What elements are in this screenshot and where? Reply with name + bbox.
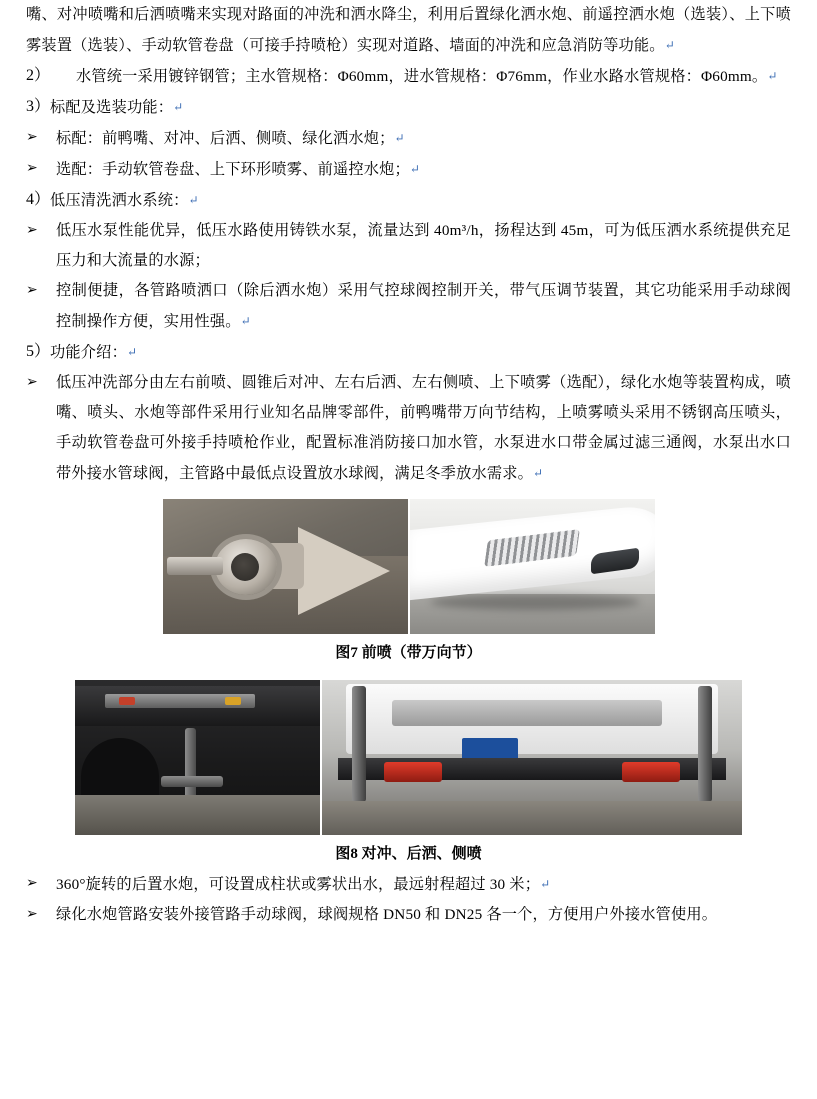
list-item-content <box>76 61 791 92</box>
paragraph-mark-icon: ↵ <box>126 345 138 359</box>
paragraph-mark-icon: ↵ <box>394 131 405 145</box>
paragraph-mark-icon: ↵ <box>173 100 184 114</box>
paragraph-mark-icon: ↵ <box>188 193 199 207</box>
figure-7-image-right <box>410 499 655 634</box>
photo-ground <box>322 801 742 835</box>
paragraph-text: 低压水泵性能优异，低压水路使用铸铁水泵，流量达到 40m³/h，扬程达到 45m，可为低压洒水系统提供充足压力和大流量的水源； <box>56 222 791 269</box>
mount-bracket-shape <box>167 557 223 575</box>
list-marker: 3） <box>26 98 51 115</box>
list-item-4 <box>26 185 791 216</box>
paragraph-mark-icon: ↵ <box>540 877 551 891</box>
list-item-content <box>50 337 791 368</box>
bullet-content <box>56 154 791 185</box>
photo-ground <box>75 795 320 835</box>
water-pipe-vertical-shape <box>185 728 196 800</box>
figure-7-images <box>26 499 791 634</box>
figure-8 <box>26 680 791 869</box>
figure-8-image-left <box>75 680 320 835</box>
bullet-item-standard-config <box>26 123 791 154</box>
paragraph-intro-continued <box>26 0 791 61</box>
reflector-red-shape <box>119 697 135 705</box>
bullet-item-low-pressure-pump <box>26 216 791 276</box>
bullet-content <box>56 900 791 930</box>
wheel-well-shape <box>81 738 159 800</box>
bullet-content <box>56 216 791 276</box>
bullet-marker-icon: ➢ <box>26 876 38 891</box>
figure-8-image-right <box>322 680 742 835</box>
paragraph-text: 控制便捷，各管路喷洒口（除后洒水炮）采用气控球阀控制开关，带气压调节装置，其它功能采用手动球阀控制操作方便，实用性强。 <box>56 282 791 330</box>
paragraph-text: 标配：前鸭嘴、对冲、后洒、侧喷、绿化洒水炮； <box>56 130 395 147</box>
tail-lamp-left-shape <box>384 762 442 782</box>
bullet-content <box>56 123 791 154</box>
bullet-content <box>56 368 791 489</box>
water-pipe-horizontal-shape <box>161 776 223 787</box>
bullet-marker-icon: ➢ <box>26 907 38 922</box>
paragraph-mark-icon: ↵ <box>240 314 251 328</box>
paragraph-text: 绿化水炮管路安装外接管路手动球阀，球阀规格 DN50 和 DN25 各一个，方便用户外接水管使用。 <box>56 906 718 923</box>
tail-lamp-right-shape <box>622 762 680 782</box>
bullet-item-ball-valve <box>26 900 791 930</box>
figure-7-image-left <box>163 499 408 634</box>
paragraph-text: 功能介绍： <box>50 344 127 361</box>
side-spray-pipe-left-shape <box>352 686 366 802</box>
paragraph-text: 低压冲洗部分由左右前喷、圆锥后对冲、左右后洒、左右侧喷、上下喷雾（选配），绿化水炮等装置构成，喷嘴、喷头、水炮等部件采用行业知名品牌零部件，前鸭嘴带万向节结构，上喷雾喷头采用不锈钢高压喷头，手动软管卷盘可外接手持喷枪作业，配置标准消防接口加水管，水泵进水口带金属过滤三通阀，水泵出水口带外接水管球阀，主管路中最低点设置放水球阀，满足冬季放水需求。 <box>56 374 791 482</box>
list-item-2 <box>26 61 791 92</box>
bullet-content <box>56 276 791 337</box>
paragraph-text: 标配及选装功能： <box>50 99 174 116</box>
list-item-5 <box>26 337 791 368</box>
paragraph-text: 水管统一采用镀锌钢管；主水管规格：Φ60mm，进水管规格：Φ76mm，作业水路水管规格：Φ60mm。 <box>76 68 768 85</box>
bullet-marker-icon: ➢ <box>26 223 38 238</box>
bullet-marker-icon: ➢ <box>26 161 38 176</box>
list-item-3 <box>26 92 791 123</box>
nozzle-cone-shape <box>298 527 390 615</box>
paragraph-mark-icon: ↵ <box>533 466 544 480</box>
paragraph-text: 360°旋转的后置水炮，可设置成柱状或雾状出水，最远射程超过 30 米； <box>56 876 541 893</box>
bullet-item-control <box>26 276 791 337</box>
bullet-marker-icon: ➢ <box>26 130 38 145</box>
paragraph-text: 低压清洗洒水系统： <box>50 192 189 209</box>
photo-shadow <box>430 594 640 610</box>
list-marker: 2） <box>26 67 51 84</box>
universal-joint-shape <box>215 539 277 595</box>
bullet-marker-icon: ➢ <box>26 283 38 298</box>
paragraph-mark-icon: ↵ <box>767 69 778 83</box>
figure-7-caption: 图7 前喷（带万向节） <box>335 645 482 661</box>
paragraph-text: 选配：手动软管卷盘、上下环形喷雾、前遥控水炮； <box>56 161 410 178</box>
list-item-content <box>50 185 791 216</box>
reflector-amber-shape <box>225 697 241 705</box>
figure-8-images <box>26 680 791 835</box>
side-spray-pipe-right-shape <box>698 686 712 802</box>
bullet-item-function-description <box>26 368 791 489</box>
paragraph-mark-icon: ↵ <box>409 162 421 176</box>
list-marker: 5） <box>26 343 51 360</box>
tailgate-shape <box>392 700 662 726</box>
figure-7 <box>26 499 791 668</box>
bullet-item-optional-config <box>26 154 791 185</box>
paragraph-mark-icon: ↵ <box>664 38 675 52</box>
figure-8-caption: 图8 对冲、后洒、侧喷 <box>335 846 482 862</box>
bullet-content <box>56 869 791 900</box>
bullet-marker-icon: ➢ <box>26 375 38 390</box>
list-marker: 4） <box>26 191 51 208</box>
paragraph-text: 嘴、对冲喷嘴和后洒喷嘴来实现对路面的冲洗和洒水降尘，利用后置绿化洒水炮、前遥控洒水炮（选装）、上下喷雾装置（选装）、手动软管卷盘（可接手持喷枪）实现对道路、墙面的冲洗和应急消防等功能。 <box>26 6 791 54</box>
bullet-item-rear-water-cannon <box>26 869 791 900</box>
list-item-content <box>50 92 791 123</box>
